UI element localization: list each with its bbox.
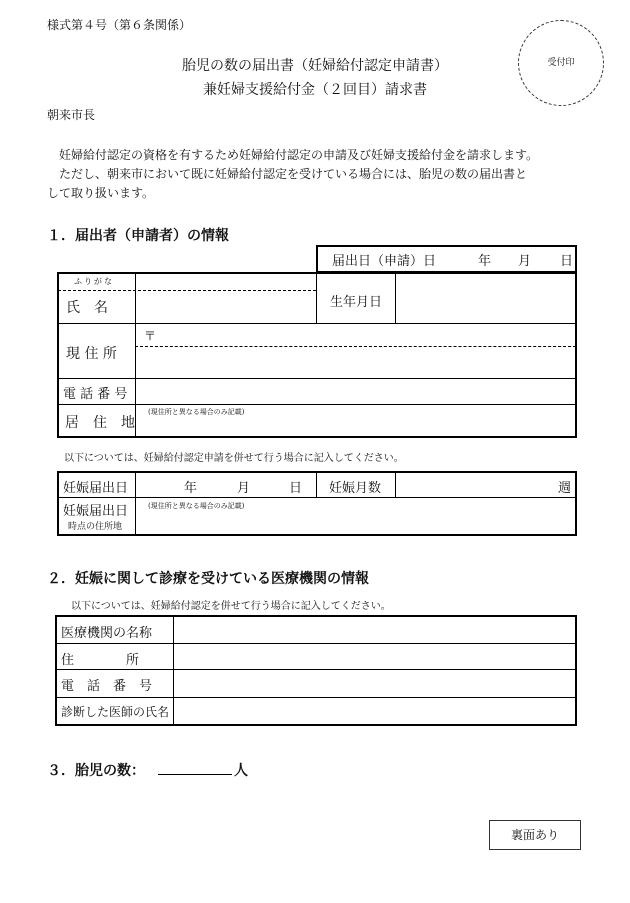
fetus-count-unit: 人: [234, 763, 248, 779]
fetus-count-field[interactable]: [158, 774, 232, 775]
institution-phone-field[interactable]: [175, 671, 574, 696]
section1-note: 以下については、妊婦給付認定申請を併せて行う場合に記入してください。: [64, 453, 404, 464]
pregnancy-address-field[interactable]: [137, 511, 575, 533]
form-number: 様式第４号（第６条関係）: [47, 18, 192, 32]
phone-label: 電 話 番 号: [63, 387, 128, 402]
institution-address-field[interactable]: [175, 645, 574, 668]
institution-phone-label: 電 話 番 号: [61, 679, 153, 694]
birthdate-label: 生年月日: [330, 295, 383, 310]
pregnancy-address-sublabel: 時点の住所地: [68, 522, 123, 532]
pregnancy-months-label: 妊娠月数: [329, 481, 382, 496]
name-field[interactable]: [136, 292, 315, 322]
phone-field[interactable]: [136, 380, 575, 403]
institution-address-label: 住 所: [61, 653, 140, 668]
section2-note: 以下については、妊婦給付認定を併せて行う場合に記入してください。: [71, 601, 391, 612]
doctor-name-label: 診断した医師の氏名: [61, 705, 170, 719]
reverse-side-label: 裏面あり: [510, 828, 559, 842]
title-line-1: 胎児の数の届出書（妊婦給付認定申請書）: [182, 58, 448, 74]
pregnancy-year-label: 年: [184, 481, 198, 496]
institution-name-field[interactable]: [175, 618, 574, 642]
institution-name-label: 医療機関の名称: [61, 626, 153, 641]
furigana-label: ふりがな: [74, 277, 114, 286]
residence-note: (現住所と異なる場合のみ記載): [148, 408, 245, 416]
doctor-name-field[interactable]: [175, 699, 574, 724]
address-label: 現 住 所: [66, 346, 117, 362]
addressee: 朝来市長: [47, 108, 96, 122]
section3-heading: ３．胎児の数：: [47, 763, 145, 779]
intro-line-2: ただし、朝来市において既に妊婦給付認定を受けている場合には、胎児の数の届出書と: [59, 167, 528, 181]
name-label: 氏 名: [66, 300, 108, 316]
intro-line-1: 妊婦給付認定の資格を有するため妊婦給付認定の申請及び妊婦支援給付金を請求します。: [59, 148, 539, 162]
pregnancy-address-note: (現住所と異なる場合のみ記載): [148, 502, 245, 510]
reverse-side-button[interactable]: [489, 820, 581, 850]
pregnancy-day-label: 日: [289, 481, 303, 496]
submission-date-label: 届出日（申請）日: [332, 254, 437, 269]
submission-year-label: 年: [478, 254, 492, 269]
section1-heading: １．届出者（申請者）の情報: [47, 228, 229, 244]
weeks-label: 週: [558, 481, 572, 496]
postal-code-field[interactable]: [160, 325, 575, 345]
section2-heading: ２．妊娠に関して診療を受けている医療機関の情報: [47, 571, 369, 587]
submission-day-label: 日: [560, 254, 574, 269]
title-line-2: 兼妊婦支援給付金（２回目）請求書: [203, 82, 427, 98]
pregnancy-date-field[interactable]: [137, 474, 315, 496]
submission-month-label: 月: [518, 254, 532, 269]
pregnancy-month-label: 月: [237, 481, 251, 496]
residence-label: 居 住 地: [65, 415, 135, 431]
postal-mark: 〒: [144, 329, 157, 343]
residence-field[interactable]: [136, 416, 575, 436]
address-field[interactable]: [136, 348, 575, 377]
furigana-field[interactable]: [136, 274, 315, 289]
pregnancy-weeks-field[interactable]: [397, 474, 547, 496]
birthdate-field[interactable]: [397, 274, 575, 322]
intro-line-3: して取り扱います。: [47, 186, 155, 200]
pregnancy-address-label: 妊娠届出日: [63, 504, 129, 519]
pregnancy-date-label: 妊娠届出日: [63, 481, 129, 496]
stamp-label: 受付印: [547, 58, 575, 68]
